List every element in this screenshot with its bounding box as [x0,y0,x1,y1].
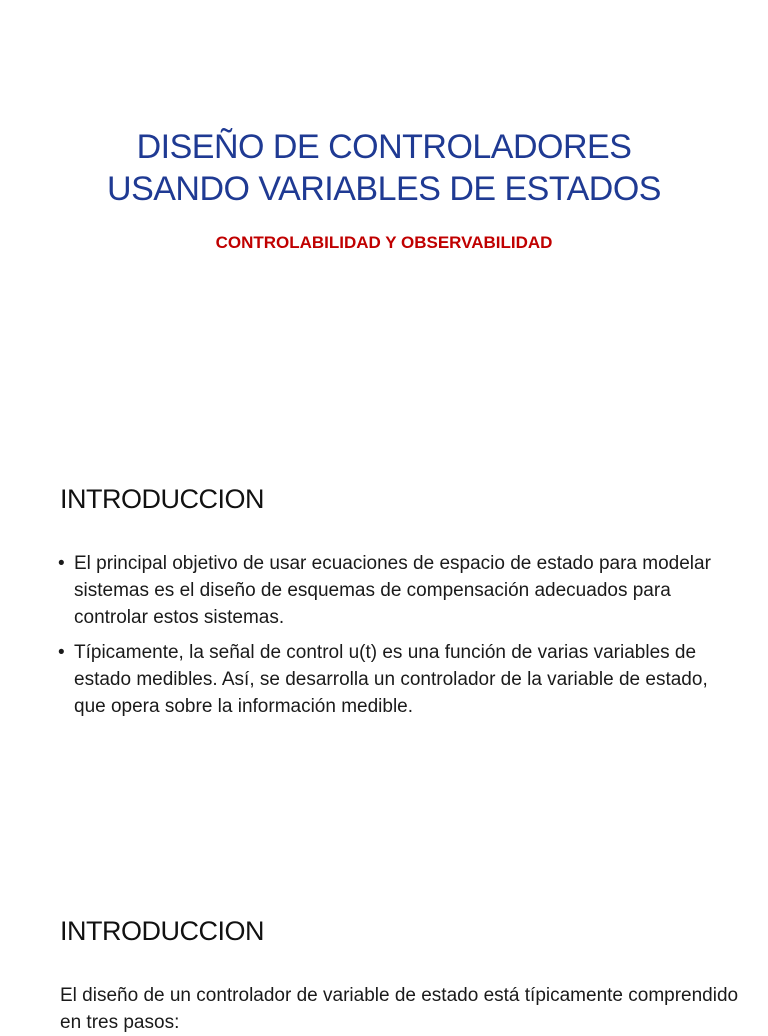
bullet-icon: • [58,642,65,663]
bullet-list [58,550,718,728]
intro-slide-2 [0,864,768,1033]
slide-heading: INTRODUCCION [60,484,264,514]
slide-subtitle: CONTROLABILIDAD Y OBSERVABILIDAD [215,233,553,252]
slide-title-line-2: USANDO VARIABLES DE ESTADOS [107,170,661,208]
bullet-text: El principal objetivo de usar ecuaciones de espacio de estado para modelar sistemas es el diseño de esquemas de compensación adecuados para controlar estos sistemas. [74,553,711,628]
slide-heading: INTRODUCCION [60,916,264,946]
bullet-item [58,550,718,631]
slide-title-line-1: DISEÑO DE CONTROLADORES [136,128,632,166]
slide-paragraph: El diseño de un controlador de variable de estado está típicamente comprendido en tres pasos: [60,985,739,1033]
title-slide [0,0,768,432]
slide-title [0,126,768,210]
bullet-text: Típicamente, la señal de control u(t) es una función de varias variables de estado medibles. Así, se desarrolla un controlador de la variable de estado, que opera sobre la información medible. [74,642,708,717]
bullet-item [58,639,718,720]
bullet-icon: • [58,553,65,574]
intro-slide-1 [0,432,768,864]
